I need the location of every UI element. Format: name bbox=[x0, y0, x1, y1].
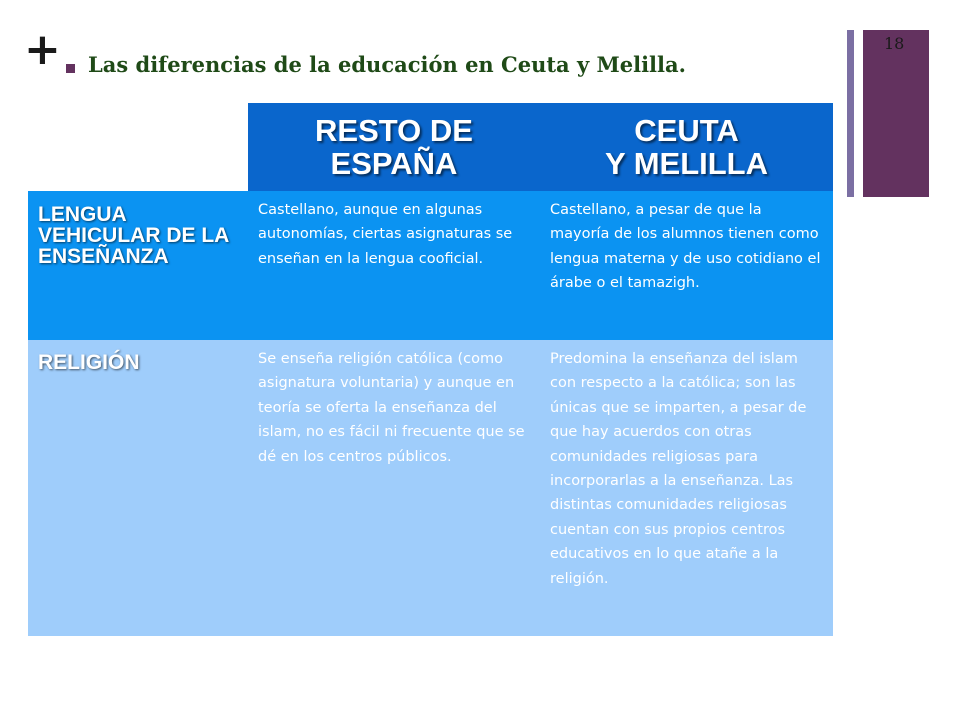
header-resto-line1: RESTO DE bbox=[315, 113, 473, 148]
plus-icon: + bbox=[24, 24, 61, 75]
header-empty-cell bbox=[28, 103, 248, 191]
table-row bbox=[28, 191, 833, 340]
page-number: 18 bbox=[884, 34, 905, 53]
accent-bar bbox=[863, 30, 929, 197]
row-label-lengua: LENGUA VEHICULAR DE LA ENSEÑANZA bbox=[28, 191, 248, 340]
row-label-religion: RELIGIÓN bbox=[28, 340, 248, 636]
table-row bbox=[28, 340, 833, 636]
header-resto-de-espana bbox=[248, 103, 540, 191]
cell-religion-resto: Se enseña religión católica (como asignatura voluntaria) y aunque en teoría se oferta la enseñanza del islam, no es fácil ni frecuente que se dé en los centros públicos. bbox=[248, 340, 540, 636]
cell-religion-ceuta: Predomina la enseñanza del islam con respecto a la católica; son las únicas que se imparten, a pesar de que hay acuerdos con otras comunidades religiosas para incorporarlas a la enseñanza. Las distintas comunidades religiosas cuentan con sus propios centros educativos en lo que atañe a la religión. bbox=[540, 340, 833, 636]
header-ceuta-melilla bbox=[540, 103, 833, 191]
table-header-row bbox=[28, 103, 833, 191]
header-ceuta-line2: Y MELILLA bbox=[604, 146, 769, 181]
comparison-table bbox=[28, 103, 833, 636]
cell-lengua-resto: Castellano, aunque en algunas autonomías, ciertas asignaturas se enseñan en la lengua cooficial. bbox=[248, 191, 540, 340]
bullet-icon bbox=[66, 64, 75, 73]
header-ceuta-line1: CEUTA bbox=[634, 113, 739, 148]
header-resto-line2: ESPAÑA bbox=[330, 146, 458, 181]
accent-bar-thin bbox=[847, 30, 854, 197]
cell-lengua-ceuta: Castellano, a pesar de que la mayoría de los alumnos tienen como lengua materna y de uso cotidiano el árabe o el tamazigh. bbox=[540, 191, 833, 340]
slide-title: Las diferencias de la educación en Ceuta y Melilla. bbox=[88, 52, 686, 77]
